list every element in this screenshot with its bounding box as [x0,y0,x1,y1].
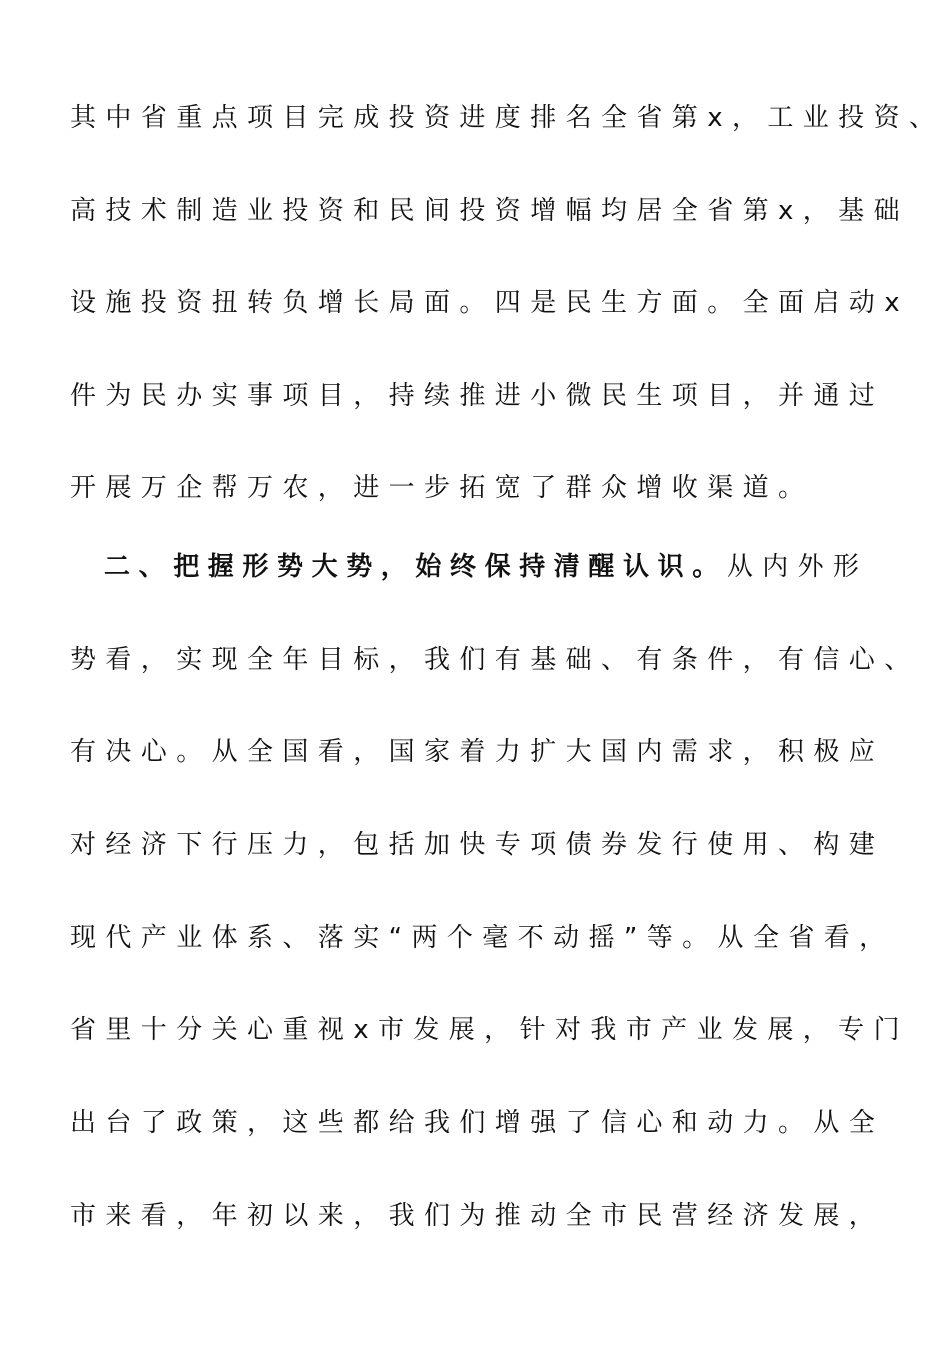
text-line: 市来看，年初以来，我们为推动全市民营经济发展， [70,1201,885,1231]
text-line: 对经济下行压力，包括加快专项债券发行使用、构建 [70,830,885,860]
text-line: 开展万企帮万农，进一步拓宽了群众增收渠道。 [70,473,814,503]
text-line: 势看，实现全年目标，我们有基础、有条件，有信心、 [70,645,920,675]
text-span: 从内外形 [726,552,869,582]
text-line: 有决心。从全国看，国家着力扩大国内需求，积极应 [70,737,885,767]
text-line: 出台了政策，这些都给我们增强了信心和动力。从全 [70,1108,885,1138]
section-heading-line [104,547,868,587]
text-line: 其中省重点项目完成投资进度排名全省第x，工业投资、 [70,103,945,133]
text-line: 件为民办实事项目，持续推进小微民生项目，并通过 [70,381,885,411]
text-line: 现代产业体系、落实“两个毫不动摇”等。从全省看， [70,923,895,953]
text-line: 设施投资扭转负增长局面。四是民生方面。全面启动x [70,288,909,318]
text-line: 高技术制造业投资和民间投资增幅均居全省第x，基础 [70,196,909,226]
section-heading: 二、把握形势大势，始终保持清醒认识。 [104,552,727,582]
text-line: 省里十分关心重视x市发展，针对我市产业发展，专门 [70,1015,909,1045]
